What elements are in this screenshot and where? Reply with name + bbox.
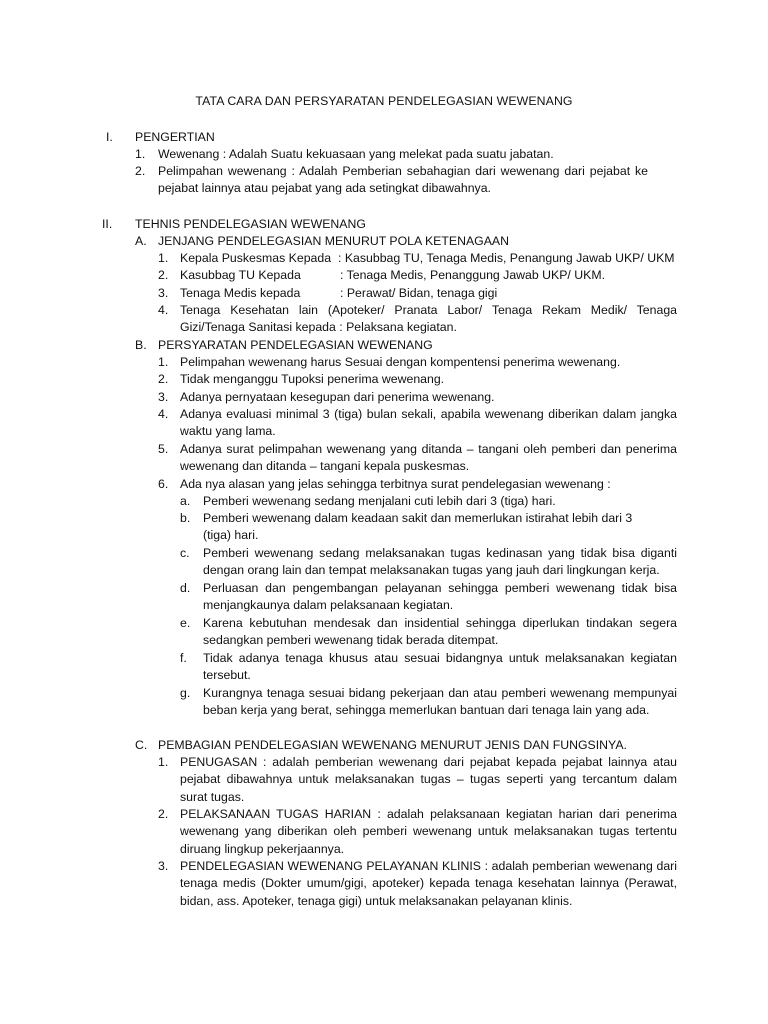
a-item-2-right: : Tenaga Medis, Penanggung Jawab UKP/ UKM. [340, 268, 605, 282]
b-sub-e-text: Karena kebutuhan mendesak dan insidential sehingga diperlukan tindakan segera sedangkan pemberi wewenang tidak berada ditempat. [203, 616, 677, 648]
section-1-number: I. [106, 130, 113, 144]
c-item-1-number: 1. [158, 755, 169, 769]
subsection-c-letter: C. [135, 738, 148, 752]
a-item-1-left: Kepala Puskesmas Kepada [180, 251, 332, 265]
b-sub-f-letter: f. [180, 651, 187, 665]
c-item-3-text: PENDELEGASIAN WEWENANG PELAYANAN KLINIS : adalah pemberian wewenang dari tenaga medis (Dokter umum/gigi, apoteker) kepada tenaga kesehatan lainnya (Perawat, bidan, ass. Apoteker, tenaga gigi) untuk melaksanakan pelayanan klinis. [180, 859, 677, 908]
a-item-2-left: Kasubbag TU Kepada [180, 268, 301, 282]
b-item-6-text: Ada nya alasan yang jelas sehingga terbitnya surat pendelegasian wewenang : [180, 477, 611, 491]
a-item-3-number: 3. [158, 286, 169, 300]
s1-item-2-text: Pelimpahan wewenang : Adalah Pemberian sebahagian dari wewenang dari pejabat ke pejabat lainnya atau pejabat yang ada setingkat dibawahnya. [158, 164, 648, 196]
c-item-2-text: PELAKSANAAN TUGAS HARIAN : adalah pelaksanaan kegiatan harian dari penerima wewenang yang diberikan oleh pemberi wewenang untuk melaksanakan tugas tertentu diruang lingkup pekerjaannya. [180, 807, 677, 856]
b-sub-d-text: Perluasan dan pengembangan pelayanan sehingga pemberi wewenang tidak bisa menjangkaunya dalam pelaksanaan kegiatan. [203, 581, 677, 613]
b-sub-a-letter: a. [180, 494, 191, 508]
a-item-4-text: Tenaga Kesehatan lain (Apoteker/ Pranata Labor/ Tenaga Rekam Medik/ Tenaga Gizi/Tenaga Sanitasi kepada : Pelaksana kegiatan. [180, 303, 677, 335]
b-sub-c-letter: c. [180, 546, 190, 560]
subsection-a-letter: A. [135, 234, 147, 248]
b-item-6-number: 6. [158, 477, 169, 491]
section-2-heading: TEHNIS PENDELEGASIAN WEWENANG [135, 217, 366, 231]
a-item-4-number: 4. [158, 303, 169, 317]
b-item-2-text: Tidak menganggu Tupoksi penerima wewenang. [180, 372, 445, 386]
b-sub-b-text: Pemberi wewenang dalam keadaan sakit dan memerlukan istirahat lebih dari 3 (tiga) hari. [203, 511, 633, 543]
b-item-4-number: 4. [158, 407, 169, 421]
b-sub-g-letter: g. [180, 686, 191, 700]
a-item-3-left: Tenaga Medis kepada [180, 286, 301, 300]
s1-item-1-text: Wewenang : Adalah Suatu kekuasaan yang melekat pada suatu jabatan. [158, 147, 554, 161]
c-item-2-number: 2. [158, 807, 169, 821]
section-2-number: II. [102, 217, 113, 231]
a-item-2-number: 2. [158, 268, 169, 282]
b-item-2-number: 2. [158, 372, 169, 386]
c-item-3-number: 3. [158, 859, 169, 873]
document-title: TATA CARA DAN PERSYARATAN PENDELEGASIAN WEWENANG [195, 94, 573, 108]
b-sub-g-text: Kurangnya tenaga sesuai bidang pekerjaan dan atau pemberi wewenang mempunyai beban kerja yang berat, sehingga memerlukan bantuan dari tenaga lain yang ada. [203, 686, 677, 718]
subsection-b-heading: PERSYARATAN PENDELEGASIAN WEWENANG [158, 338, 433, 352]
b-item-1-number: 1. [158, 355, 169, 369]
b-item-5-number: 5. [158, 442, 169, 456]
b-sub-e-letter: e. [180, 616, 191, 630]
b-item-3-number: 3. [158, 390, 169, 404]
a-item-3-right: : Perawat/ Bidan, tenaga gigi [340, 286, 498, 300]
a-item-1-number: 1. [158, 251, 169, 265]
b-sub-d-letter: d. [180, 581, 191, 595]
subsection-c-heading: PEMBAGIAN PENDELEGASIAN WEWENANG MENURUT JENIS DAN FUNGSINYA. [158, 738, 627, 752]
subsection-b-letter: B. [135, 338, 147, 352]
b-sub-f-text: Tidak adanya tenaga khusus atau sesuai bidangnya untuk melaksanakan kegiatan tersebut. [203, 651, 677, 683]
section-1-heading: PENGERTIAN [135, 130, 215, 144]
s1-item-1-number: 1. [135, 147, 146, 161]
b-item-1-text: Pelimpahan wewenang harus Sesuai dengan kompentensi penerima wewenang. [180, 355, 621, 369]
b-item-4-text: Adanya evaluasi minimal 3 (tiga) bulan sekali, apabila wewenang diberikan dalam jangka waktu yang lama. [180, 407, 677, 439]
subsection-a-heading: JENJANG PENDELEGASIAN MENURUT POLA KETENAGAAN [158, 234, 510, 248]
b-item-5-text: Adanya surat pelimpahan wewenang yang ditanda – tangani oleh pemberi dan penerima wewenang dan ditanda – tangani kepala puskesmas. [180, 442, 677, 474]
b-sub-a-text: Pemberi wewenang sedang menjalani cuti lebih dari 3 (tiga) hari. [203, 494, 556, 508]
b-sub-c-text: Pemberi wewenang sedang melaksanakan tugas kedinasan yang tidak bisa diganti dengan orang lain dan tempat melaksanakan tugas yang jauh dari lingkungan kerja. [203, 546, 677, 578]
b-sub-b-letter: b. [180, 511, 191, 525]
c-item-1-text: PENUGASAN : adalah pemberian wewenang dari pejabat kepada pejabat lainnya atau pejabat dibawahnya untuk melaksanakan tugas – tugas seperti yang tercantum dalam surat tugas. [180, 755, 677, 804]
s1-item-2-number: 2. [135, 164, 146, 178]
a-item-1-right: : Kasubbag TU, Tenaga Medis, Penangung Jawab UKP/ UKM [338, 251, 675, 265]
b-item-3-text: Adanya pernyataan kesegupan dari penerima wewenang. [180, 390, 495, 404]
